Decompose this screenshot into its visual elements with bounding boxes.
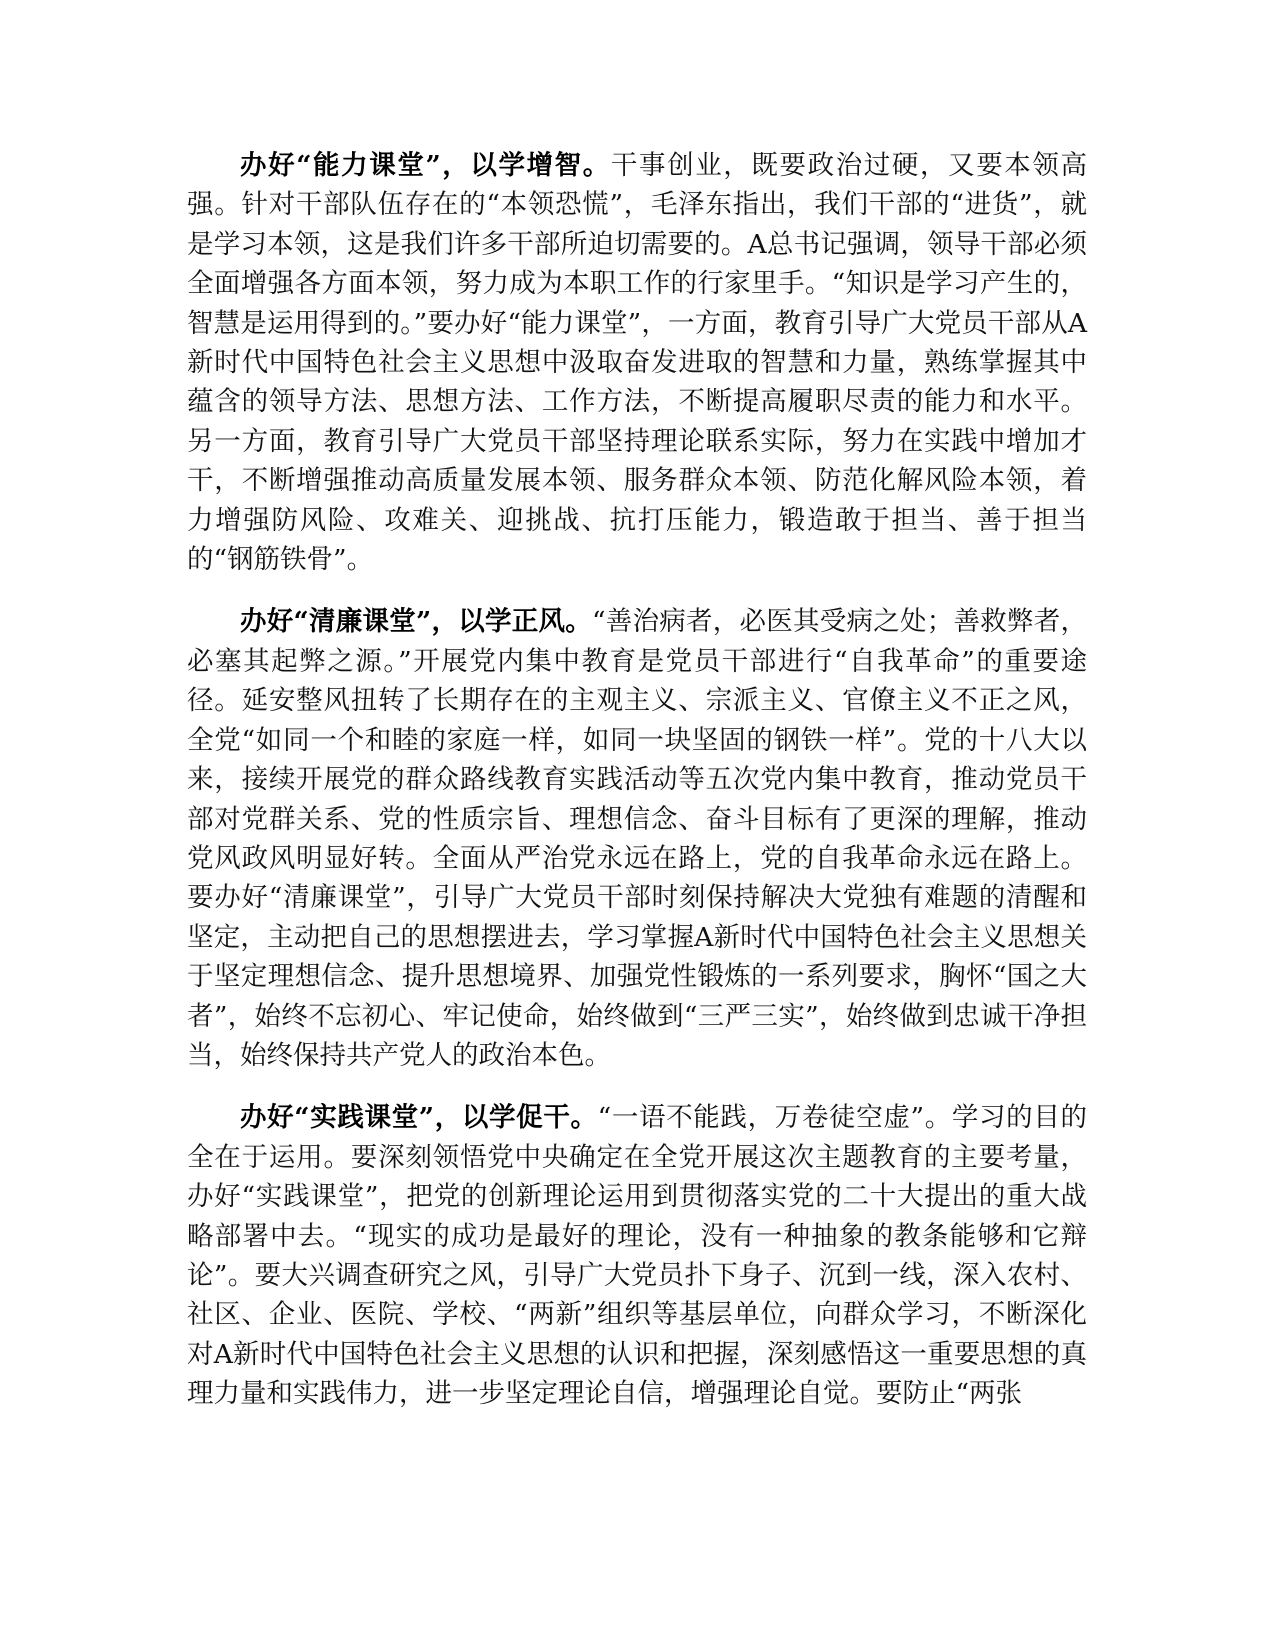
paragraph-heading: 办好“能力课堂”，以学增智。 bbox=[240, 150, 611, 181]
paragraph-ability-classroom bbox=[187, 146, 1087, 579]
paragraph-text: “一语不能践，万卷徒空虚”。学习的目的全在于运用。要深刻领悟党中央确定在全党开展这次主题教育的主要考量，办好“实践课堂”，把党的创新理论运用到贯彻落实党的二十大提出的重大战略部署中去。“现实的成功是最好的理论，没有一种抽象的教条能够和它辩论”。要大兴调查研究之风，引导广大党员扑下身子、沉到一线，深入农村、社区、企业、医院、学校、“两新”组织等基层单位，向群众学习，不断深化对A新时代中国特色社会主义思想的认识和把握，深刻感悟这一重要思想的真理力量和实践伟力，进一步坚定理论自信，增强理论自觉。要防止“两张 bbox=[187, 1102, 1087, 1410]
paragraph-text: “善治病者，必医其受病之处；善救弊者，必塞其起弊之源。”开展党内集中教育是党员干部进行“自我革命”的重要途径。延安整风扭转了长期存在的主观主义、宗派主义、官僚主义不正之风，全党“如同一个和睦的家庭一样，如同一块坚固的钢铁一样”。党的十八大以来，接续开展党的群众路线教育实践活动等五次党内集中教育，推动党员干部对党群关系、党的性质宗旨、理想信念、奋斗目标有了更深的理解，推动党风政风明显好转。全面从严治党永远在路上，党的自我革命永远在路上。要办好“清廉课堂”，引导广大党员干部时刻保持解决大党独有难题的清醒和坚定，主动把自己的思想摆进去，学习掌握A新时代中国特色社会主义思想关于坚定理想信念、提升思想境界、加强党性锻炼的一系列要求，胸怀“国之大者”，始终不忘初心、牢记使命，始终做到“三严三实”，始终做到忠诚干净担当，始终保持共产党人的政治本色。 bbox=[187, 606, 1087, 1071]
paragraph-heading: 办好“清廉课堂”，以学正风。 bbox=[240, 606, 592, 638]
paragraph-heading: 办好“实践课堂”，以学促干。 bbox=[240, 1102, 598, 1134]
paragraph-practice-classroom bbox=[187, 1098, 1087, 1413]
document-body bbox=[187, 146, 1087, 1437]
paragraph-text: 干事创业，既要政治过硬，又要本领高强。针对干部队伍存在的“本领恐慌”，毛泽东指出，我们干部的“进货”，就是学习本领，这是我们许多干部所迫切需要的。A总书记强调，领导干部必须全面增强各方面本领，努力成为本职工作的行家里手。“知识是学习产生的，智慧是运用得到的。”要办好“能力课堂”，一方面，教育引导广大党员干部从A新时代中国特色社会主义思想中汲取奋发进取的智慧和力量，熟练掌握其中蕴含的领导方法、思想方法、工作方法，不断提高履职尽责的能力和水平。另一方面，教育引导广大党员干部坚持理论联系实际，努力在实践中增加才干，不断增强推动高质量发展本领、服务群众本领、防范化解风险本领，着力增强防风险、攻难关、迎挑战、抗打压能力，锻造敢于担当、善于担当的“钢筋铁骨”。 bbox=[187, 150, 1087, 576]
paragraph-integrity-classroom bbox=[187, 602, 1087, 1075]
